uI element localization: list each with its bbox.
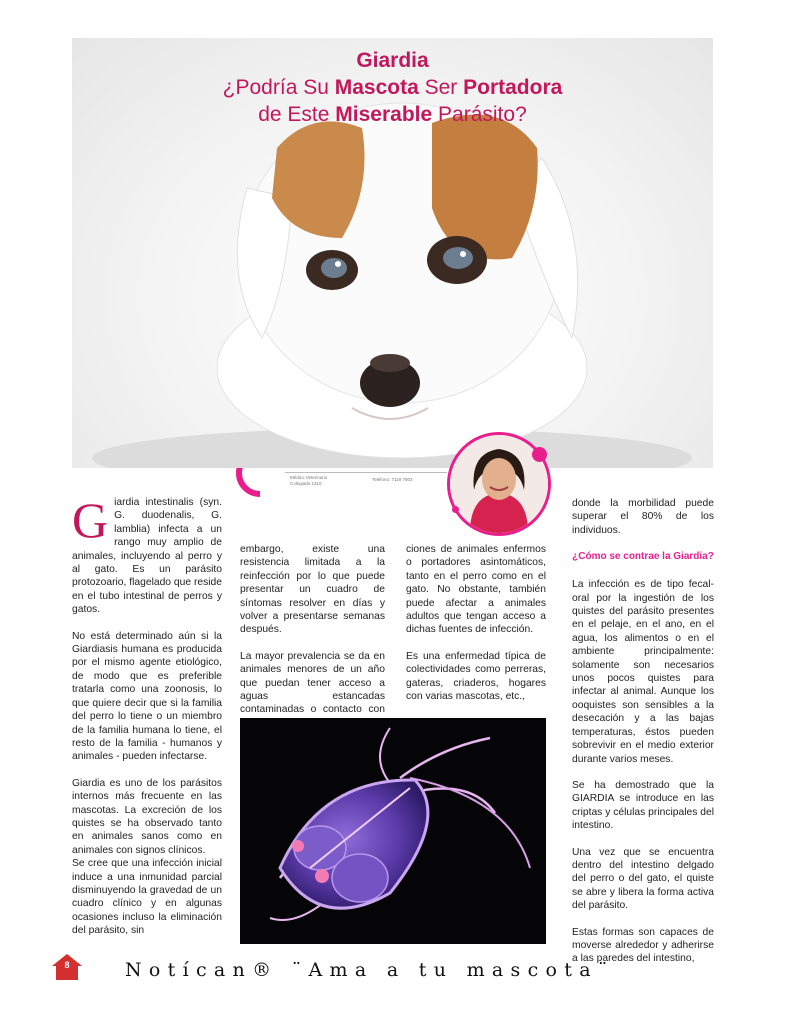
drop-cap: G <box>72 492 109 548</box>
paragraph: La infección es de tipo fecal-oral por la ingestión de los quistes del parásito presentes en el pelaje, en el ano, en el agua, los alimentos o en el ambiente principalmente: solamente son necesarios unos pocos quistes para infectar al animal. Aunque los ooquistes son sensibles a la desecación y a las bajas temperaturas, éstos pueden sobrevivir en el medio exterior durante varios meses. <box>572 579 714 765</box>
page-footer <box>0 952 802 992</box>
page-number: 8 <box>64 960 70 970</box>
page-number-badge <box>48 952 86 982</box>
title-text-bold: Miserable <box>335 103 433 126</box>
title-line-2 <box>72 74 713 101</box>
paragraph: No está determinado aún si la Giardiasis humana es producida por el mismo agente etiológico, de modo que es preferible tratarla como una zoonosis, lo que quiere decir que si la familia del perro lo tiene o un miembro de la familia humana lo tiene, el resto de la familia - humanos y animales - pueden infectarse. <box>72 630 222 763</box>
paragraph: Se cree que una infección inicial induce a una inmunidad parcial disminuyendo la gravedad de un cuadro clínico y en algunas ocasiones incluso la eliminación del parásito, sin <box>72 858 222 937</box>
paragraph: donde la morbilidad puede superar el 80% de los individuos. <box>572 498 714 536</box>
author-divider <box>285 472 447 473</box>
title-text: ¿Podría Su <box>222 76 335 99</box>
title-line-1: Giardia <box>356 49 429 72</box>
paragraph: Giardia es uno de los parásitos internos más frecuente en las mascotas. La excreción de los quistes se ha observado tanto en animales sanos como en animales con signos clínicos. <box>72 777 222 856</box>
article-column-4 <box>572 497 714 979</box>
paragraph: La mayor prevalencia se da en animales menores de un año que puedan tener acceso a aguas estancadas contaminadas o contacto con <box>240 650 385 716</box>
paragraph: Se ha demostrado que la GIARDIA se introduce en las criptas y células principales del intestino. <box>572 779 714 832</box>
article-column-3 <box>406 543 546 716</box>
title-text: Parásito <box>432 103 516 126</box>
hero-photo <box>72 38 713 468</box>
author-credentials <box>290 475 327 487</box>
author-license: Colegiado 1310 <box>290 481 322 486</box>
paragraph: ciones de animales enfermos o portadores asintomáticos, tanto en el perro como en el gato. No obstante, también puede afectar a animales adultos que tengan acceso a dichas fuentes de infección. <box>406 544 546 636</box>
title-text: Ser <box>418 76 464 99</box>
title-text: ? <box>515 103 527 126</box>
magazine-tagline: Notícan® ¨Ama a tu mascota¨ <box>125 959 615 981</box>
title-text-bold: Portadora <box>463 76 563 99</box>
paragraph: iardia intestinalis (syn. G. duodenalis, G. lamblia) infecta a un rango muy amplio de animales, incluyendo al perro y al gato. Es un parásito protozoario, flagelado que reside en el tubo intestinal de perros y gatos. <box>72 497 222 616</box>
title-line-3 <box>72 101 713 128</box>
paragraph: Estas formas son capaces de moverse alrededor y adherirse a las paredes del intestino, <box>572 926 714 965</box>
article-column-2 <box>240 543 385 743</box>
author-phone: Teléfono: 7119 7603 <box>372 477 413 482</box>
article-title <box>72 48 713 128</box>
paragraph: Es una enfermedad típica de colectividades como perreras, gateras, criaderos, hogares con varias mascotas, etc., <box>406 650 546 703</box>
author-role: Médico Veterinario <box>290 475 328 480</box>
title-text-bold: Mascota <box>334 76 419 99</box>
pink-dot-ornament <box>452 506 459 513</box>
article-column-1 <box>72 492 222 951</box>
section-subheading: ¿Cómo se contrae la Giardia? <box>572 551 714 563</box>
paragraph: Una vez que se encuentra dentro del intestino delgado del perro o del gato, el quiste se abre y libera la forma activa del parásito. <box>572 846 714 912</box>
giardia-illustration <box>240 718 546 944</box>
giardia-micrograph <box>240 718 546 944</box>
pink-dot-ornament <box>532 447 547 462</box>
paragraph: embargo, existe una resistencia limitada a la reinfección por lo que puede presentar un cuadro de síntomas resolver en días y volver a presentarse semanas después. <box>240 544 385 636</box>
title-text: de Este <box>258 103 336 126</box>
